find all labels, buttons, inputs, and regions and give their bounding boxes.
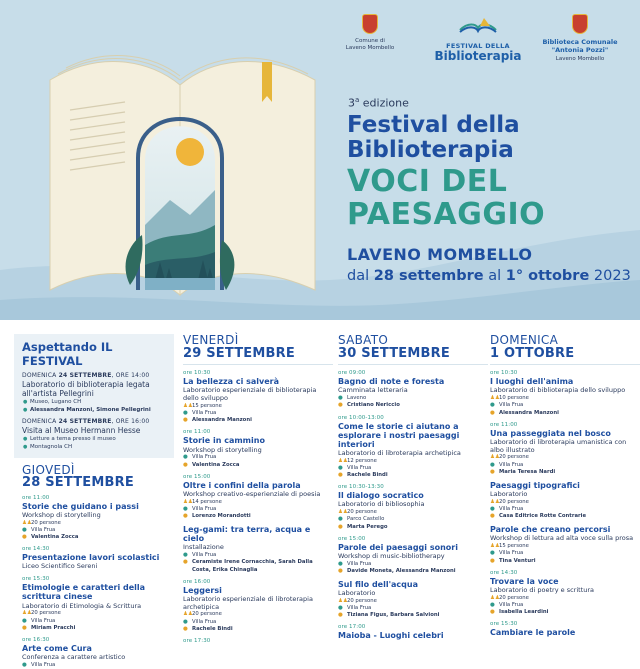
event-place: ● Villa Frua [183, 618, 217, 625]
edition-label: 3$^a$ edizione [348, 96, 409, 110]
event-title: Trovare la voce [490, 576, 559, 586]
event-time: ore 15:30 [490, 621, 518, 628]
event-item [183, 579, 333, 633]
person-icon: ● [338, 402, 343, 409]
event-item [490, 621, 640, 637]
event-item [183, 474, 333, 520]
person-icon: ● [22, 534, 27, 541]
day-name: DOMENICA [490, 333, 559, 347]
location-icon: ● [22, 617, 27, 624]
day-date: 30 SETTEMBRE [338, 345, 450, 361]
event-item [183, 638, 333, 644]
location-icon: ● [338, 516, 343, 523]
people-icon: ♟♟ [22, 610, 32, 617]
waiting-event-host: ● Alessandra Manzoni, Simone Pellegrini [22, 407, 166, 414]
event-place: ● Villa Frua [183, 552, 217, 559]
location-icon: ● [183, 552, 188, 559]
location-icon: ● [490, 505, 495, 512]
event-people: ♟♟ 20 persone [490, 594, 529, 601]
event-type: Installazione [183, 543, 224, 552]
logo-comune [340, 14, 400, 52]
event-title: Cambiare le parole [490, 628, 576, 638]
event-title: La bellezza ci salverà [183, 377, 279, 387]
location-icon: ● [183, 505, 188, 512]
day-name: SABATO [338, 333, 389, 347]
event-time: ore 14:30 [22, 546, 50, 553]
people-icon: ♟♟ [490, 454, 500, 461]
logo-biblio-name: Biblioteca Comunale "Antonia Pozzi" [542, 38, 618, 55]
event-place: ● Villa Frua [490, 550, 524, 557]
event-place: ● Villa Frua [22, 661, 56, 668]
event-type: Workshop di storytelling [183, 445, 262, 454]
event-item [338, 484, 488, 530]
person-icon: ● [183, 512, 188, 519]
event-item [490, 525, 640, 564]
waiting-event-date: DOMENICA 24 SETTEMBRE, ORE 14:00 [22, 372, 150, 379]
person-icon: ● [183, 625, 188, 632]
event-type: Laboratorio esperienziale di biblioterapia dello sviluppo [183, 386, 317, 403]
event-item [183, 429, 333, 468]
waiting-event-meta: ● Letture a tema presso il museo [22, 436, 166, 443]
event-host: ● Davide Moneta, Alessandra Manzoni [338, 567, 456, 574]
event-place: ● Villa Frua [183, 505, 217, 512]
waiting-event-title: Visita al Museo Hermann Hesse [22, 426, 141, 436]
event-place: ● Parco Castello [338, 516, 385, 523]
people-icon: ♟♟ [338, 457, 348, 464]
person-icon: ● [183, 559, 188, 566]
event-item [490, 422, 640, 476]
event-people: ♟♟ 10 persone [490, 395, 529, 402]
event-type: Laboratorio [338, 589, 376, 598]
event-host: ● Marta Perego [338, 523, 388, 530]
day-date: 28 SETTEMBRE [22, 475, 134, 491]
event-title: Presentazione lavori scolastici [22, 553, 160, 563]
event-item [490, 570, 640, 616]
event-place: ● Villa Frua [338, 560, 372, 567]
waiting-event-title: Laboratorio di biblioterapia legata all'artista Pellegrini [22, 380, 150, 398]
event-type: Workshop di music-bibliotherapy [338, 551, 445, 560]
logo-biblioteca [530, 14, 630, 62]
person-icon: ● [338, 567, 343, 574]
event-type: Laboratorio di Etimologia & Scrittura [22, 601, 142, 610]
location-icon: ● [338, 395, 343, 402]
event-title: Come le storie ci aiutano a esplorare i nostri paesaggi interiori [338, 421, 460, 449]
day-header [490, 334, 640, 360]
event-title: Paesaggi tipografici [490, 480, 580, 490]
event-type: Workshop di lettura ad alta voce sulla prosa [490, 534, 634, 543]
people-icon: ♟♟ [490, 395, 500, 402]
festival-dates: dal 28 settembre al 1° ottobre 2023 [347, 267, 631, 284]
hero-text [347, 96, 637, 284]
event-time: ore 11:00 [22, 494, 50, 501]
day-divider [490, 364, 640, 365]
event-item [338, 370, 488, 409]
location-icon: ● [338, 465, 343, 471]
people-icon: ♟♟ [338, 509, 348, 516]
location-icon: ● [490, 461, 495, 468]
location-icon: ● [490, 402, 495, 409]
event-people: ♟♟ 20 persone [490, 454, 529, 461]
day-thursday [22, 464, 174, 669]
person-icon: ● [338, 612, 343, 619]
waiting-box [14, 334, 174, 458]
logo-biblio-sub: Laveno Mombello [555, 56, 605, 63]
event-place: ● Villa Frua [490, 461, 524, 468]
event-type: Laboratorio di libroterapia archetipica [338, 449, 461, 458]
event-item [338, 580, 488, 619]
event-host: ● Ceramiste Irene Cornacchia, Sarah Dalla Costa, Erika Chinaglia [183, 559, 313, 573]
event-people: ♟♟ 20 persone [338, 597, 377, 604]
logo-festival-top: FESTIVAL DELLA [446, 42, 510, 50]
crest-icon [362, 14, 378, 34]
event-title: Etimologie e caratteri della scrittura cinese [22, 583, 146, 602]
event-item [490, 370, 640, 416]
event-time: ore 10:30 [183, 370, 211, 377]
event-item [338, 536, 488, 575]
event-time: ore 16:30 [22, 636, 50, 643]
event-place: ● Villa Frua [22, 617, 56, 624]
day-header [22, 464, 174, 490]
logo-festival [428, 14, 528, 63]
event-title: Oltre i confini della parola [183, 480, 301, 490]
event-time: ore 14:30 [490, 569, 518, 576]
event-time: ore 17:00 [338, 624, 366, 631]
event-title: Leg-gami: tra terra, acqua e cielo [183, 525, 311, 544]
event-time: ore 15:00 [183, 473, 211, 480]
location-icon: ● [183, 410, 188, 417]
day-date: 1 OTTOBRE [490, 345, 575, 361]
event-host: ● Valentina Zocca [22, 534, 79, 541]
person-icon: ● [490, 513, 495, 520]
event-item [22, 576, 174, 632]
event-place: ● Villa Frua [490, 505, 524, 512]
person-icon: ● [490, 557, 495, 564]
location-icon: ● [22, 526, 27, 533]
event-host: ● Isabella Leardini [490, 608, 549, 615]
event-host: ● Lorenzo Morandotti [183, 512, 251, 519]
people-icon: ♟♟ [22, 519, 32, 526]
event-place: ● Villa Frua [338, 465, 372, 471]
event-time: ore 17:30 [183, 637, 211, 644]
person-icon: ● [183, 417, 188, 424]
event-people: ♟♟ 20 persone [183, 611, 222, 618]
event-time: ore 10:00-13:00 [338, 414, 384, 421]
people-icon: ♟♟ [338, 597, 348, 604]
person-icon: ● [183, 461, 188, 468]
event-time: ore 09:00 [338, 370, 366, 377]
people-icon: ♟♟ [490, 594, 500, 601]
event-place: ● Villa Frua [22, 526, 56, 533]
logo-comune-text: Comune di Laveno Mombello [345, 38, 395, 51]
event-host: ● Tiziana Figus, Barbara Salvioni [338, 612, 440, 619]
event-place: ● Laveno [338, 395, 367, 402]
day-name: VENERDÌ [183, 333, 239, 347]
day-saturday [338, 334, 488, 641]
day-sunday [490, 334, 640, 637]
waiting-event-date: DOMENICA 24 SETTEMBRE, ORE 16:00 [22, 418, 150, 426]
event-people: ♟♟ 20 persone [22, 519, 61, 526]
event-item [22, 546, 174, 571]
logos-row [340, 14, 630, 74]
event-title: Sul filo dell'acqua [338, 579, 418, 589]
event-people: ♟♟ 20 persone [338, 509, 377, 516]
waiting-title: Aspettando IL FESTIVAL [22, 340, 113, 368]
event-title: Parole dei paesaggi sonori [338, 542, 458, 552]
event-title: Maioba - Luoghi celebri [338, 631, 444, 641]
event-time: ore 15:30 [22, 576, 50, 583]
schedule-section [0, 320, 640, 668]
event-place: ● Villa Frua [183, 454, 217, 461]
day-divider [183, 364, 333, 365]
event-people: ♟♟ 20 persone [22, 610, 61, 617]
waiting-event-meta: ● Montagnola CH [22, 444, 166, 451]
event-type: Workshop di storytelling [22, 510, 101, 519]
person-icon: ● [490, 409, 495, 416]
event-time: ore 10:30 [490, 370, 518, 377]
open-book-logo-icon [456, 14, 500, 36]
schedule-column-1 [22, 334, 174, 669]
event-type: Laboratorio esperienziale di libroterapia archetipica [183, 594, 313, 611]
people-icon: ♟♟ [490, 543, 500, 550]
event-title: Parole che creano percorsi [490, 525, 611, 535]
event-host: ● Tina Venturi [490, 557, 536, 564]
event-item [22, 637, 174, 669]
event-type: Laboratorio di poetry e scrittura [490, 585, 595, 594]
event-place: ● Villa Frua [490, 402, 524, 409]
day-friday [183, 334, 333, 644]
location-icon: ● [490, 550, 495, 557]
location-icon: ● [183, 454, 188, 461]
event-people: ♟♟ 14 persone [183, 498, 222, 505]
people-icon: ♟♟ [183, 403, 193, 410]
event-place: ● Villa Frua [183, 410, 217, 417]
event-time: ore 15:00 [338, 535, 366, 542]
event-type: Camminata letteraria [338, 386, 408, 395]
event-host: ● Miriam Pracchi [22, 624, 76, 631]
event-type: Liceo Scientifico Sereni [22, 562, 98, 571]
day-date: 29 SETTEMBRE [183, 345, 295, 361]
festival-title: Festival della Biblioterapia [347, 111, 520, 164]
event-type: Conferenza a carattere artistico [22, 652, 126, 661]
event-item [338, 415, 488, 480]
event-host: ● Valentina Zocca [183, 461, 240, 468]
person-icon: ● [490, 468, 495, 475]
event-item [338, 624, 488, 640]
day-name: GIOVEDÌ [22, 462, 75, 477]
event-title: Arte come Cura [22, 643, 92, 653]
event-title: I luoghi dell'anima [490, 377, 574, 387]
event-type: Laboratorio di bibliosophia [338, 500, 425, 509]
event-host: ● Rachele Bindi [183, 625, 233, 632]
waiting-events [22, 372, 166, 452]
festival-subtitle: VOCI DEL PAESAGGIO [347, 164, 546, 232]
waiting-event-meta: ● Museo, Lugano CH [22, 399, 166, 406]
open-book-illustration [30, 40, 330, 310]
event-host: ● Maria Teresa Nardi [490, 468, 556, 475]
event-host: ● Casa Editrice Rotte Contrarie [490, 513, 587, 520]
event-people: ♟♟ 20 persone [490, 498, 529, 505]
festival-place: LAVENO MOMBELLO [347, 244, 533, 264]
event-type: Laboratorio [490, 490, 528, 499]
event-type: Workshop creativo-esperienziale di poesia [183, 489, 321, 498]
day-header [183, 334, 333, 360]
person-icon: ● [338, 472, 343, 479]
day-header [338, 334, 488, 360]
person-icon: ● [22, 624, 27, 631]
event-title: Il dialogo socratico [338, 491, 424, 501]
event-host: ● Alessandra Manzoni [183, 417, 252, 424]
location-icon: ● [183, 618, 188, 625]
location-icon: ● [338, 560, 343, 567]
event-host: ● Rachele Bindi [338, 472, 388, 479]
event-time: ore 11:00 [183, 429, 211, 436]
event-title: Leggersi [183, 585, 222, 595]
crest-icon [572, 14, 588, 34]
event-type: Laboratorio di libroterapia umanistica con albo illustrato [490, 437, 627, 454]
event-people: ♟♟ 15 persone [490, 543, 529, 550]
hero-section [0, 0, 640, 320]
event-people: ♟♟ 12 persone [338, 457, 377, 464]
event-title: Storie che guidano i passi [22, 501, 139, 511]
event-time: ore 16:00 [183, 578, 211, 585]
people-icon: ♟♟ [183, 498, 193, 505]
event-item [183, 525, 333, 574]
event-time: ore 11:00 [490, 421, 518, 428]
event-title: Storie in cammino [183, 436, 265, 446]
event-place: ● Villa Frua [490, 601, 524, 608]
person-icon: ● [338, 523, 343, 530]
event-host: ● Alessandra Manzoni [490, 409, 559, 416]
location-icon: ● [338, 605, 343, 612]
event-item [183, 370, 333, 424]
event-title: Una passeggiata nel bosco [490, 428, 611, 438]
logo-festival-big: Biblioterapia [434, 49, 522, 63]
people-icon: ♟♟ [183, 611, 193, 618]
location-icon: ● [490, 601, 495, 608]
person-icon: ● [490, 608, 495, 615]
event-place: ● Villa Frua [338, 605, 372, 612]
location-icon: ● [22, 661, 27, 668]
event-type: Laboratorio di biblioterapia dello sviluppo [490, 386, 626, 395]
people-icon: ♟♟ [490, 498, 500, 505]
event-title: Bagno di note e foresta [338, 377, 445, 387]
event-people: ♟♟ 15 persone [183, 403, 222, 410]
event-host: ● Cristiano Nericcio [338, 402, 400, 409]
day-divider [338, 364, 488, 365]
event-item [490, 481, 640, 520]
event-time: ore 10:30-13:30 [338, 484, 384, 491]
event-item [22, 495, 174, 541]
